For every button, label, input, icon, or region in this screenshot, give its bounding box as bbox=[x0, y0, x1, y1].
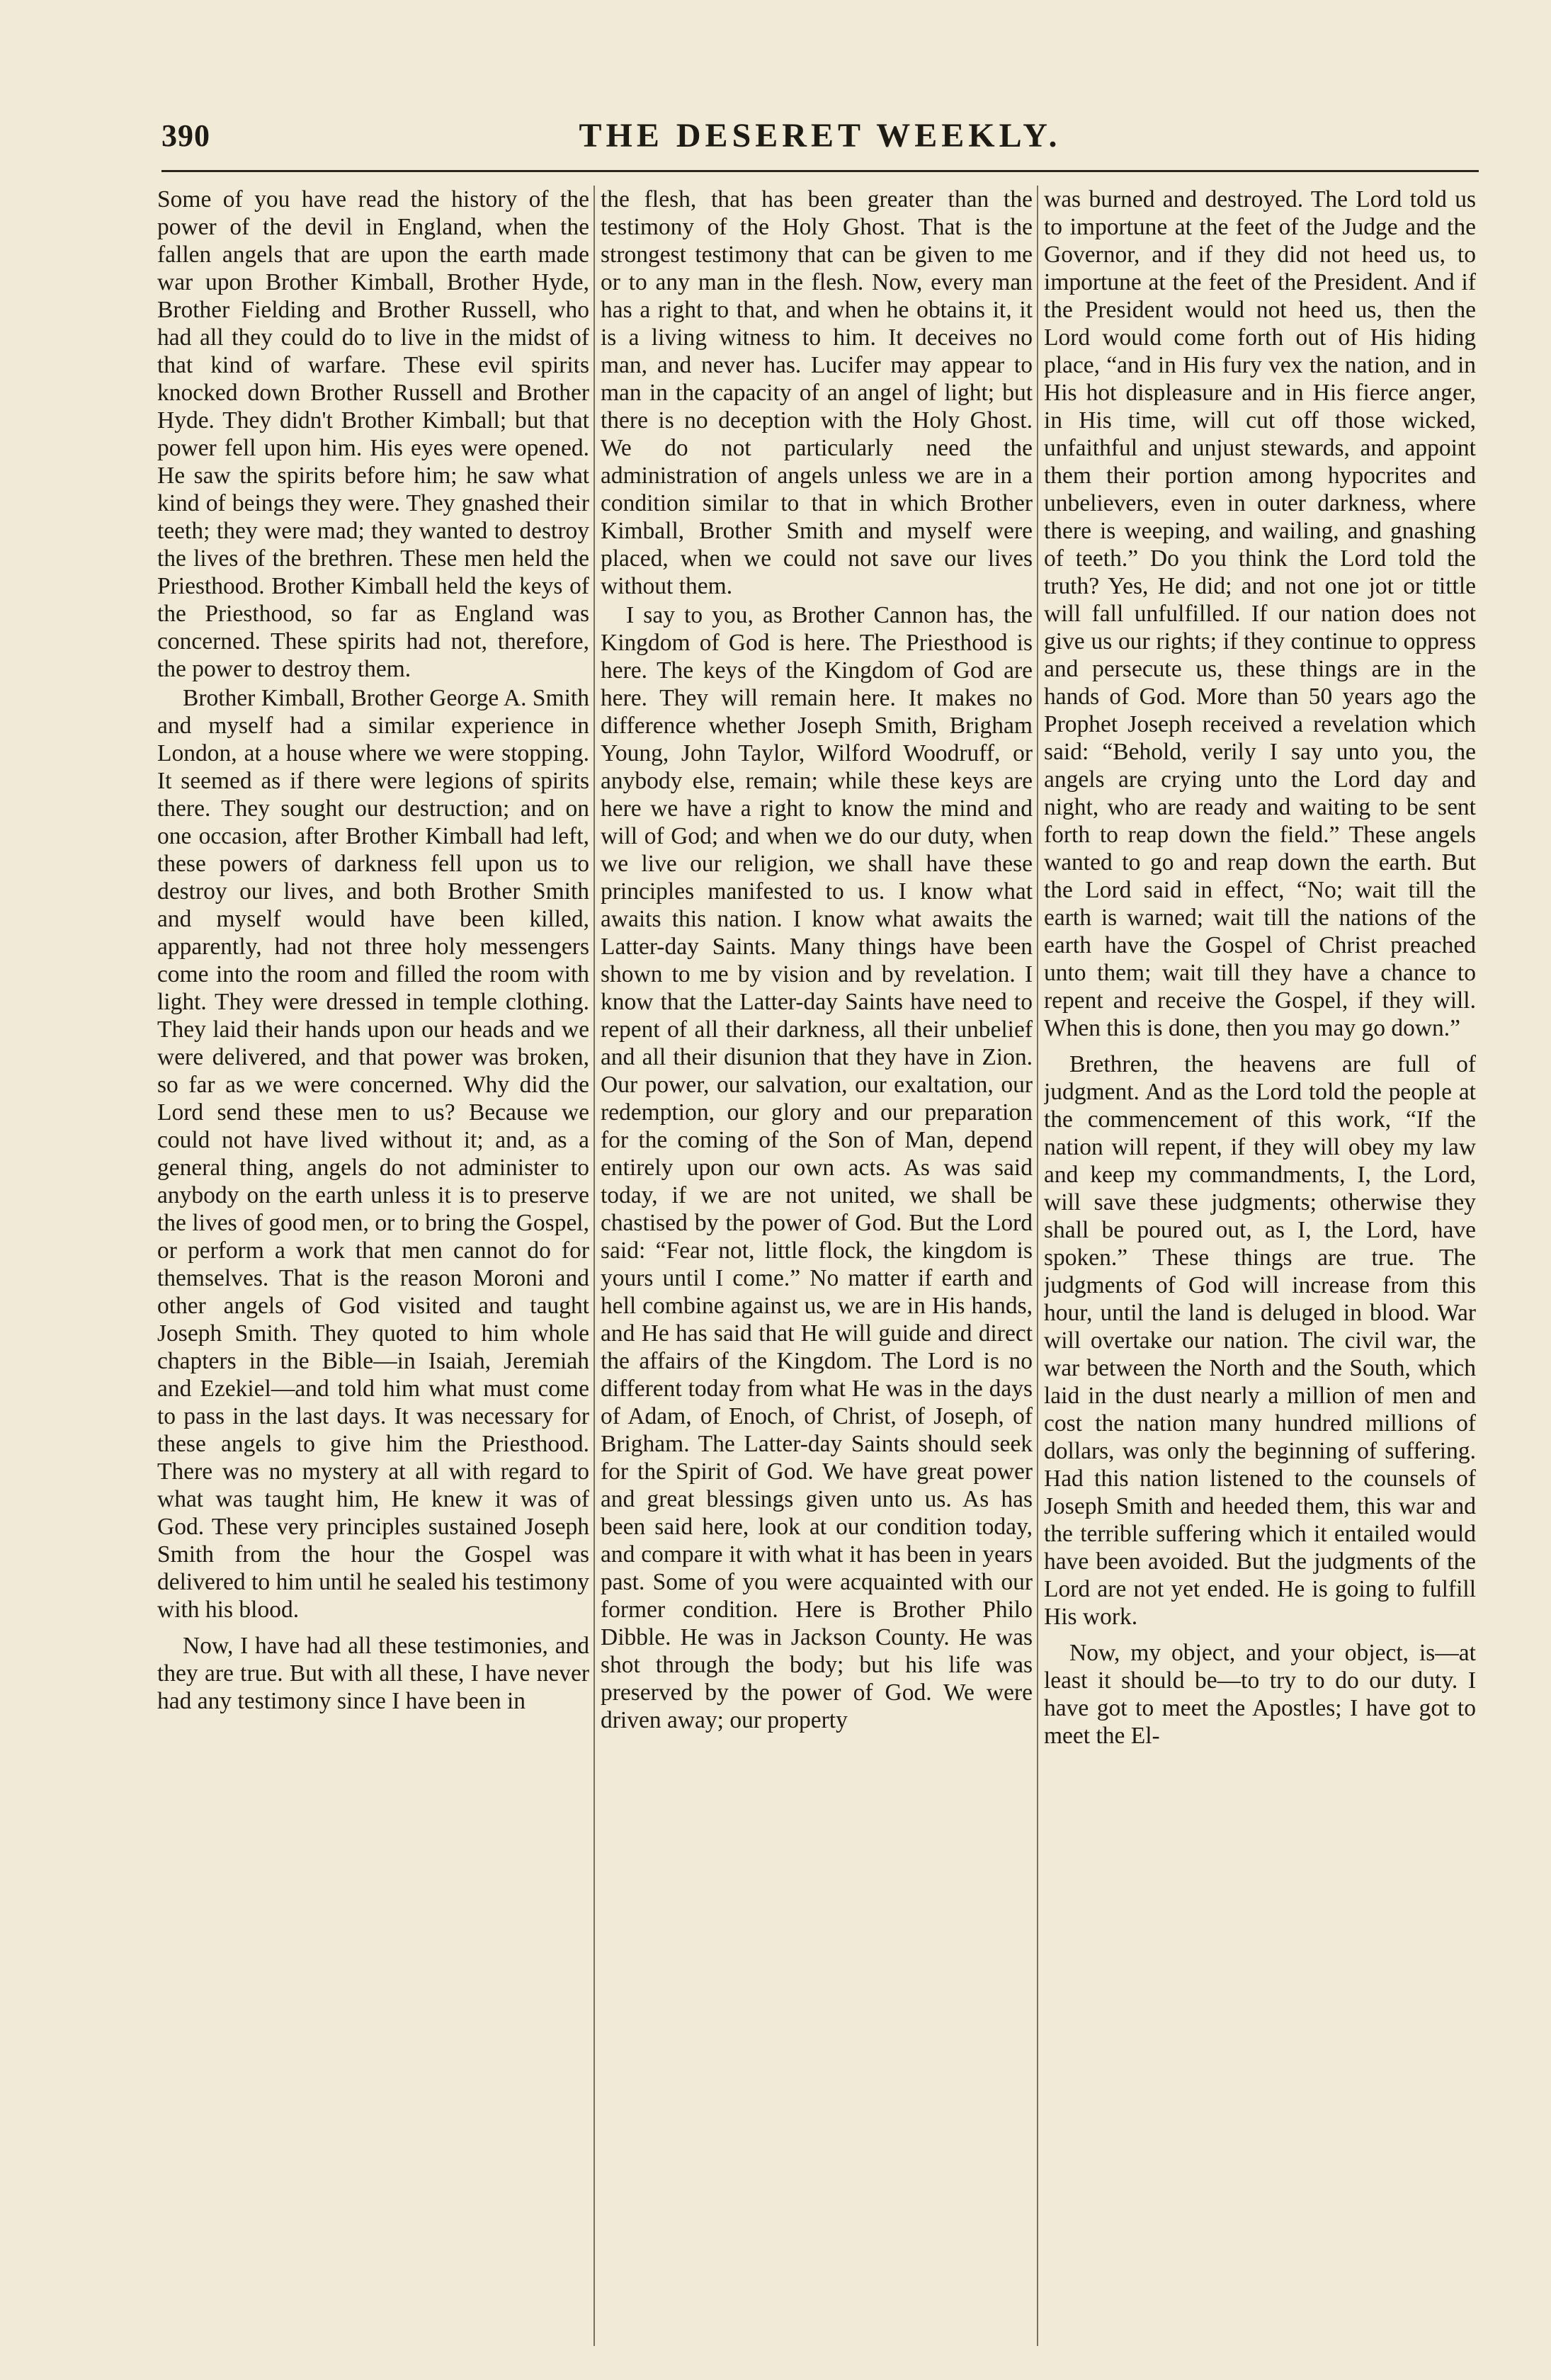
page-header bbox=[161, 113, 1479, 163]
column-divider bbox=[1037, 186, 1038, 2346]
text-column-3 bbox=[1044, 186, 1476, 2346]
page-number: 390 bbox=[161, 118, 210, 153]
header-rule bbox=[161, 170, 1479, 172]
paragraph: Brother Kimball, Brother George A. Smith and myself had a similar experience in London, at a house where we were stopping. It seemed as if there were legions of spirits there. They sought our destruction; and on one occasion, after Brother Kimball had left, these powers of darkness fell upon us to destroy our lives, and both Brother Smith and myself would have been killed, apparently, had not three holy messengers come into the room and filled the room with light. They were dressed in temple clothing. They laid their hands upon our heads and we were delivered, and that power was broken, so far as we were concerned. Why did the Lord send these men to us? Because we could not have lived without it; and, as a general thing, angels do not administer to anybody on the earth unless it is to preserve the lives of good men, or to bring the Gospel, or perform a work that men cannot do for themselves. That is the reason Moroni and other angels of God visited and taught Joseph Smith. They quoted to him whole chapters in the Bible—in Isaiah, Jeremiah and Ezekiel—and told him what must come to pass in the last days. It was necessary for these angels to give him the Priesthood. There was no mystery at all with regard to what was taught him, He knew it was of God. These very principles sustained Joseph Smith from the hour the Gospel was delivered to him until he sealed his testimony with his blood. bbox=[157, 685, 589, 1623]
paragraph: Brethren, the heavens are full of judgment. And as the Lord told the people at the commencement of this work, “If the nation will repent, if they will obey my law and keep my commandments, I, the Lord, will save these judgments; otherwise they shall be poured out, as I, the Lord, have spoken.” These things are true. The judgments of God will increase from this hour, until the land is deluged in blood. War will overtake our nation. The civil war, the war between the North and the South, which laid in the dust nearly a million of men and cost the nation many hundred millions of dollars, was only the beginning of suffering. Had this nation listened to the counsels of Joseph Smith and heeded them, this war and the terrible suffering which it entailed would have been avoided. But the judgments of the Lord are not yet ended. He is going to fulfill His work. bbox=[1044, 1051, 1476, 1630]
paragraph: was burned and destroyed. The Lord told us to importune at the feet of the Judge and the Governor, and if they did not heed us, to importune at the feet of the President. And if the President would not heed us, then the Lord would come forth out of His hiding place, “and in His fury vex the nation, and in His hot displeasure and in His fierce anger, in His time, will cut off those wicked, unfaithful and unjust stewards, and appoint them their portion among hypocrites and unbelievers, even in outer darkness, where there is weeping, and wailing, and gnashing of teeth.” Do you think the Lord told the truth? Yes, He did; and not one jot or tittle will fall unfulfilled. If our nation does not give us our rights; if they continue to oppress and persecute us, these things are in the hands of God. More than 50 years ago the Prophet Joseph received a revelation which said: “Behold, verily I say unto you, the angels are crying unto the Lord day and night, who are ready and waiting to be sent forth to reap down the field.” These angels wanted to go and reap down the earth. But the Lord said in effect, “No; wait till the earth is warned; wait till the nations of the earth have the Gospel of Christ preached unto them; wait till they have a chance to repent and receive the Gospel, if they will. When this is done, then you may go down.” bbox=[1044, 186, 1476, 1041]
journal-title: THE DESERET WEEKLY. bbox=[579, 117, 1062, 154]
text-column-2 bbox=[601, 186, 1033, 2346]
column-divider bbox=[593, 186, 595, 2346]
text-column-1 bbox=[157, 186, 589, 2346]
paragraph: Now, I have had all these testimonies, and they are true. But with all these, I have never had any testimony since I have been in bbox=[157, 1633, 589, 1714]
paragraph: the flesh, that has been greater than the testimony of the Holy Ghost. That is the strongest testimony that can be given to me or to any man in the flesh. Now, every man has a right to that, and when he obtains it, it is a living witness to him. It deceives no man, and never has. Lucifer may appear to man in the capacity of an angel of light; but there is no deception with the Holy Ghost. We do not particularly need the administration of angels unless we are in a condition similar to that in which Brother Kimball, Brother Smith and myself were placed, when we could not save our lives without them. bbox=[601, 186, 1033, 599]
paragraph: Some of you have read the history of the power of the devil in England, when the fallen angels that are upon the earth made war upon Brother Kimball, Brother Hyde, Brother Fielding and Brother Russell, who had all they could do to live in the midst of that kind of warfare. These evil spirits knocked down Brother Russell and Brother Hyde. They didn't Brother Kimball; but that power fell upon him. His eyes were opened. He saw the spirits before him; he saw what kind of beings they were. They gnashed their teeth; they were mad; they wanted to destroy the lives of the brethren. These men held the Priesthood. Brother Kimball held the keys of the Priesthood, so far as England was concerned. These spirits had not, therefore, the power to destroy them. bbox=[157, 186, 589, 682]
paragraph: Now, my object, and your object, is—at least it should be—to try to do our duty. I have got to meet the Apostles; I have got to meet the El- bbox=[1044, 1640, 1476, 1749]
paragraph: I say to you, as Brother Cannon has, the Kingdom of God is here. The Priesthood is here. The keys of the Kingdom of God are here. They will remain here. It makes no difference whether Joseph Smith, Brigham Young, John Taylor, Wilford Woodruff, or anybody else, remain; while these keys are here we have a right to know the mind and will of God; and when we do our duty, when we live our religion, we shall have these principles manifested to us. I know what awaits this nation. I know what awaits the Latter-day Saints. Many things have been shown to me by vision and by revelation. I know that the Latter-day Saints have need to repent of all their darkness, all their unbelief and all their disunion that they have in Zion. Our power, our salvation, our exaltation, our redemption, our glory and our preparation for the coming of the Son of Man, depend entirely upon our own acts. As was said today, if we are not united, we shall be chastised by the power of God. But the Lord said: “Fear not, little flock, the kingdom is yours until I come.” No matter if earth and hell combine against us, we are in His hands, and He has said that He will guide and direct the affairs of the Kingdom. The Lord is no different today from what He was in the days of Adam, of Enoch, of Christ, of Joseph, of Brigham. The Latter-day Saints should seek for the Spirit of God. We have great power and great blessings given unto us. As has been said here, look at our condition today, and compare it with what it has been in years past. Some of you were acquainted with our former condition. Here is Brother Philo Dibble. He was in Jackson County. He was shot through the body; but his life was preserved by the power of God. We were driven away; our property bbox=[601, 602, 1033, 1733]
